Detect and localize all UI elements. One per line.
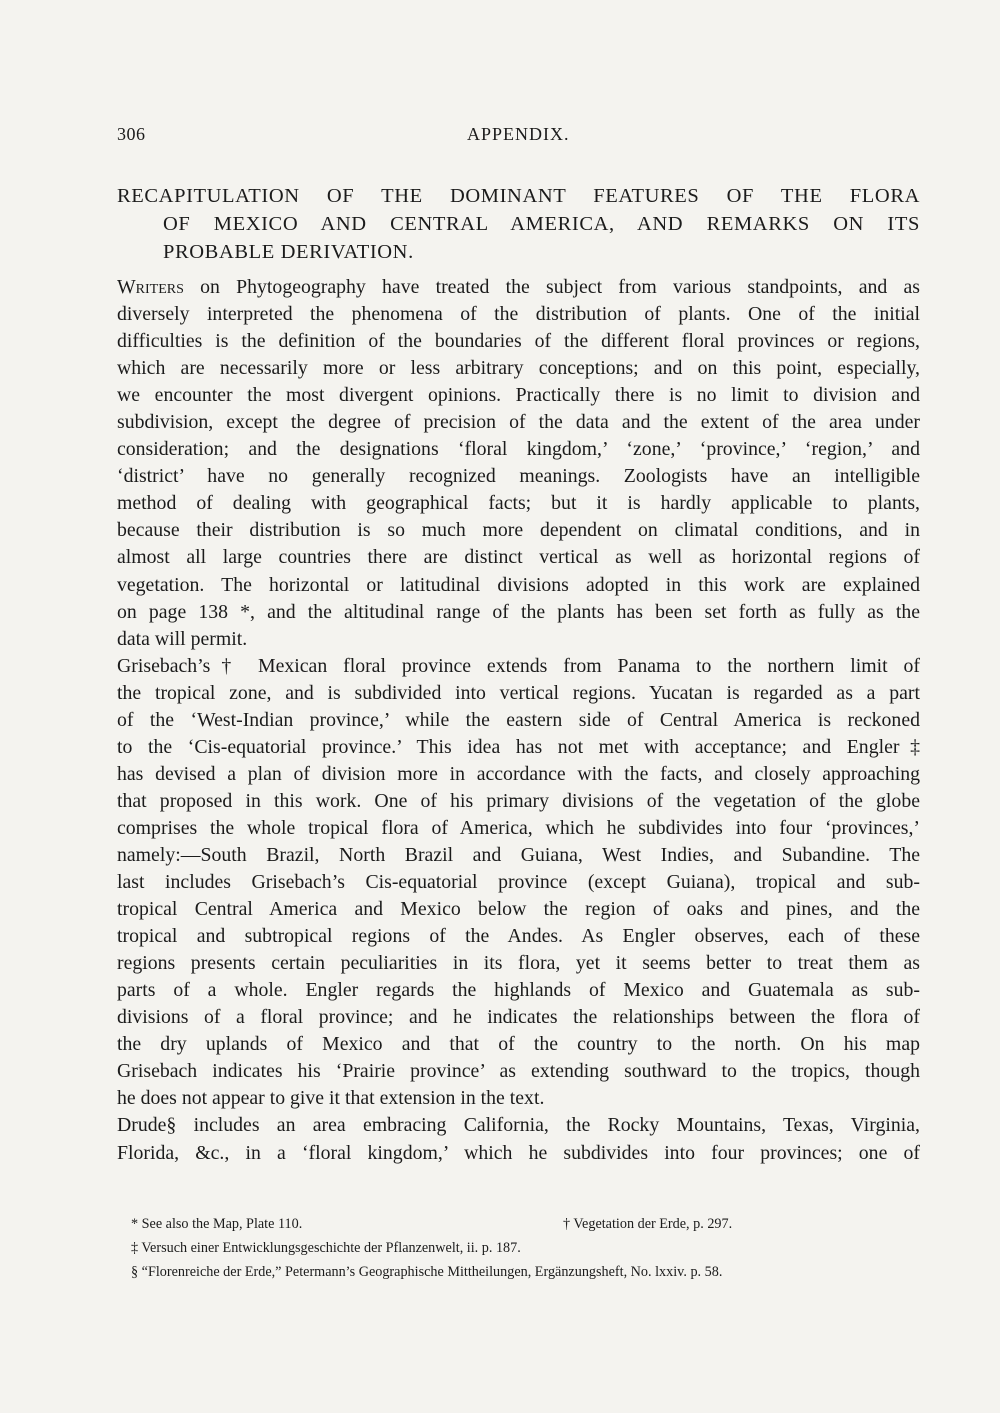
footnotes <box>131 1212 920 1284</box>
text-line: difficulties is the definition of the boundaries of the different floral provinces or regions, <box>117 330 920 353</box>
text-line: which are necessarily more or less arbitrary conceptions; and on this point, especially, <box>117 357 920 380</box>
text-line: subdivision, except the degree of precision of the data and the extent of the area under <box>117 411 920 434</box>
footnote-row <box>131 1212 920 1236</box>
text-line: regions presents certain peculiarities in its flora, yet it seems better to treat them as <box>117 952 920 975</box>
text-line: last includes Grisebach’s Cis-equatorial province (except Guiana), tropical and sub- <box>117 871 920 894</box>
title-line: PROBABLE DERIVATION. <box>163 241 414 263</box>
text-line: because their distribution is so much more dependent on climatal conditions, and in <box>117 519 920 542</box>
title-line: RECAPITULATION OF THE DOMINANT FEATURES OF THE FLORA <box>117 185 920 207</box>
text-line: data will permit. <box>117 627 248 650</box>
title-line: OF MEXICO AND CENTRAL AMERICA, AND REMARKS ON ITS <box>163 213 920 235</box>
text-line: to the ‘Cis-equatorial province.’ This idea has not met with acceptance; and Engler‡ <box>117 735 920 758</box>
footnote-double-dagger: ‡ Versuch einer Entwicklungsgeschichte der Pflanzenwelt, ii. p. 187. <box>131 1240 521 1256</box>
text-line: Florida, &c., in a ‘floral kingdom,’ which he subdivides into four provinces; one of <box>117 1141 920 1164</box>
text-line: the tropical zone, and is subdivided into vertical regions. Yucatan is regarded as a part <box>117 681 920 704</box>
footnote-star: * See also the Map, Plate 110. <box>131 1216 303 1232</box>
text-line: of the ‘West-Indian province,’ while the eastern side of Central America is reckoned <box>117 708 920 731</box>
text-line: that proposed in this work. One of his primary divisions of the vegetation of the globe <box>117 789 920 812</box>
text-line: method of dealing with geographical facts; but it is hardly applicable to plants, <box>117 492 920 515</box>
text-line: has devised a plan of division more in accordance with the facts, and closely approaching <box>117 762 920 785</box>
text-line: vegetation. The horizontal or latitudinal divisions adopted in this work are explained <box>117 573 920 596</box>
text-line: Writers on Phytogeography have treated the subject from various standpoints, and as <box>117 276 920 298</box>
text-line: we encounter the most divergent opinions. Practically there is no limit to division and <box>117 384 920 407</box>
page-number: 306 <box>117 124 146 144</box>
page-header <box>117 120 920 150</box>
text-line: Grisebach’s† Mexican floral province extends from Panama to the northern limit of <box>117 654 920 677</box>
body-text <box>117 274 920 1167</box>
text-line: Grisebach indicates his ‘Prairie province’ as extending southward to the tropics, though <box>117 1060 920 1083</box>
section-title <box>117 182 920 266</box>
text-line: on page 138 *, and the altitudinal range of the plants has been set forth as fully as the <box>117 600 920 623</box>
text-line: tropical Central America and Mexico below the region of oaks and pines, and the <box>117 898 920 921</box>
footnote-dagger: † Vegetation der Erde, p. 297. <box>563 1216 733 1232</box>
text-line: consideration; and the designations ‘floral kingdom,’ ‘zone,’ ‘province,’ ‘region,’ and <box>117 438 920 461</box>
footnote-section: § “Florenreiche der Erde,” Petermann’s Geographische Mittheilungen, Ergänzungsheft, No. lxxiv. p. 58. <box>131 1264 723 1280</box>
text-line: parts of a whole. Engler regards the highlands of Mexico and Guatemala as sub- <box>117 979 920 1002</box>
text-line: he does not appear to give it that extension in the text. <box>117 1087 545 1110</box>
text-line: comprises the whole tropical flora of America, which he subdivides into four ‘provinces,’ <box>117 816 920 839</box>
lead-word: Writers <box>117 276 184 298</box>
text-line: the dry uplands of Mexico and that of the country to the north. On his map <box>117 1033 920 1056</box>
text-line: almost all large countries there are distinct vertical as well as horizontal regions of <box>117 546 920 569</box>
text-line: divisions of a floral province; and he indicates the relationships between the flora of <box>117 1006 920 1029</box>
text-line: namely:—South Brazil, North Brazil and Guiana, West Indies, and Subandine. The <box>117 843 920 866</box>
running-head: APPENDIX. <box>467 124 570 144</box>
text-line: ‘district’ have no generally recognized meanings. Zoologists have an intelligible <box>117 465 920 488</box>
text-line: tropical and subtropical regions of the Andes. As Engler observes, each of these <box>117 925 920 948</box>
text-line: diversely interpreted the phenomena of the distribution of plants. One of the initial <box>117 303 920 326</box>
text-line: Drude§ includes an area embracing California, the Rocky Mountains, Texas, Virginia, <box>117 1114 920 1137</box>
